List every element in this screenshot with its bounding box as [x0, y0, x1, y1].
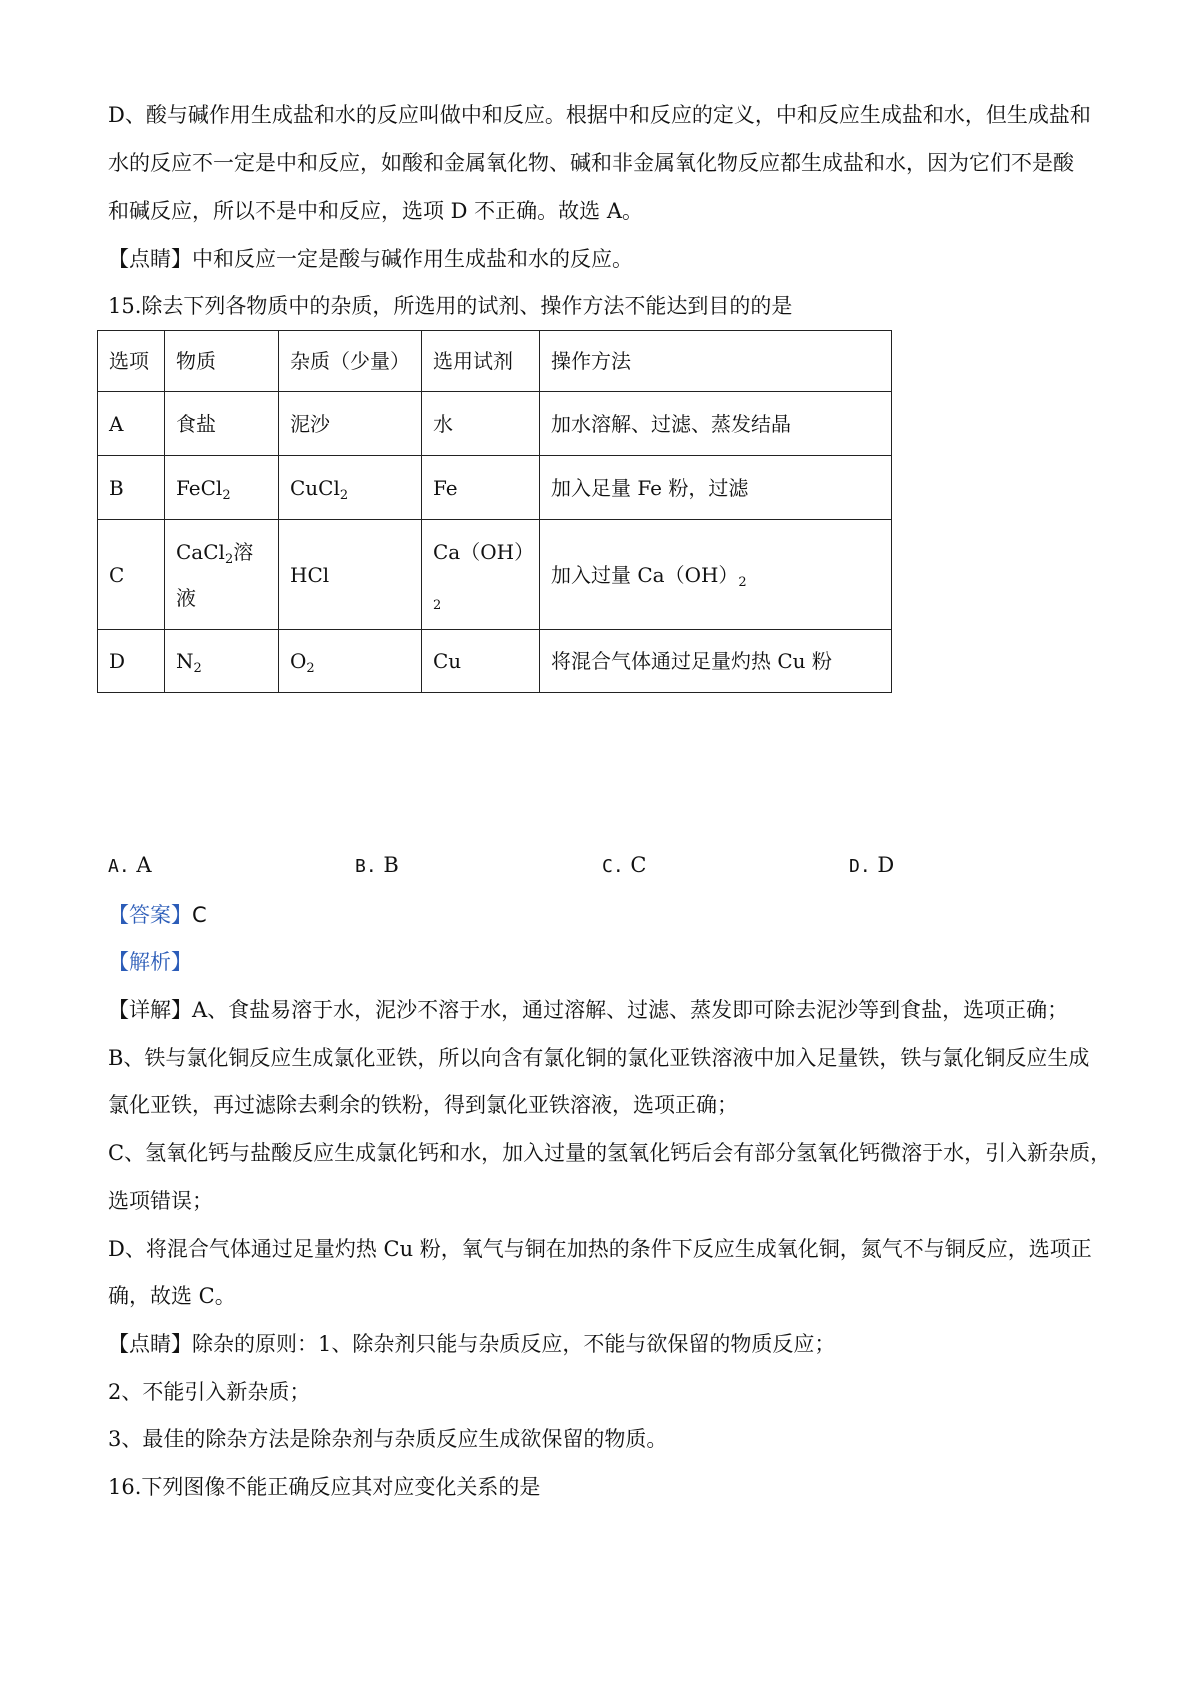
table-row	[98, 630, 892, 693]
reagent-cell: Ca（OH） $_2$	[422, 520, 540, 630]
table-row	[98, 456, 892, 520]
impurity-cell: 泥沙	[279, 392, 422, 456]
answer-option-a[interactable]: A. A	[108, 853, 152, 877]
answer-option-c[interactable]: C. C	[602, 853, 647, 877]
impurity-cell: $O_2$	[279, 630, 422, 693]
answer-option-b[interactable]: B. B	[355, 853, 399, 877]
detail-line: 3、最佳的除杂方法是除杂剂与杂质反应生成欲保留的物质。	[108, 1427, 668, 1451]
question-15-stem: 15.除去下列各物质中的杂质，所选用的试剂、操作方法不能达到目的的是	[108, 294, 793, 318]
intro-line-3: 和碱反应，所以不是中和反应，选项 D 不正确。故选 A。	[108, 199, 644, 223]
answer-value: C	[192, 903, 207, 927]
tip-line: 【点睛】中和反应一定是酸与碱作用生成盐和水的反应。	[108, 247, 633, 271]
answer-option-d[interactable]: D. D	[849, 853, 895, 877]
detail-line: 选项错误；	[108, 1189, 213, 1213]
substance-cell: CaCl$_2$溶 液	[165, 520, 279, 630]
question-15-table	[97, 330, 892, 693]
detail-line: C、氢氧化钙与盐酸反应生成氯化钙和水，加入过量的氢氧化钙后会有部分氢氧化钙微溶于水，引入新杂质，	[108, 1141, 1112, 1165]
header-cell: 选用试剂	[422, 331, 540, 392]
reagent-cell: 水	[422, 392, 540, 456]
intro-line-1: D、酸与碱作用生成盐和水的反应叫做中和反应。根据中和反应的定义，中和反应生成盐和水，但生成盐和	[108, 103, 1091, 127]
substance-cell: FeCl$_2$	[165, 456, 279, 520]
substance-cell: 食盐	[165, 392, 279, 456]
header-cell: 杂质（少量）	[279, 331, 422, 392]
detail-line: D、将混合气体通过足量灼热 Cu 粉，氧气与铜在加热的条件下反应生成氧化铜，氮气不与铜反应，选项正	[108, 1237, 1092, 1261]
answer-tag: 【答案】	[108, 903, 192, 927]
question-16-stem: 16.下列图像不能正确反应其对应变化关系的是	[108, 1475, 541, 1499]
method-cell: 将混合气体通过足量灼热 Cu 粉	[540, 630, 892, 693]
detail-line: 确，故选 C。	[108, 1284, 236, 1308]
answer-line	[108, 900, 207, 930]
detail-line: 2、不能引入新杂质；	[108, 1380, 311, 1404]
header-cell: 物质	[165, 331, 279, 392]
method-cell: 加入过量 $Ca(OH)_2$	[540, 520, 892, 630]
detail-line: 【点睛】除杂的原则：1、除杂剂只能与杂质反应，不能与欲保留的物质反应；	[108, 1332, 836, 1356]
table-header-row	[98, 331, 892, 392]
option-cell: A	[98, 392, 165, 456]
substance-cell: $N_2$	[165, 630, 279, 693]
method-cell: 加水溶解、过滤、蒸发结晶	[540, 392, 892, 456]
option-cell: B	[98, 456, 165, 520]
impurity-cell: CuCl$_2$	[279, 456, 422, 520]
reagent-cell: Cu	[422, 630, 540, 693]
detail-line: 【详解】A、食盐易溶于水，泥沙不溶于水，通过溶解、过滤、蒸发即可除去泥沙等到食盐，选项正确；	[108, 998, 1069, 1022]
table-row	[98, 520, 892, 630]
analysis-tag: 【解析】	[108, 950, 192, 974]
intro-line-2: 水的反应不一定是中和反应，如酸和金属氧化物、碱和非金属氧化物反应都生成盐和水，因为它们不是酸	[108, 151, 1074, 175]
method-cell: 加入足量 Fe 粉，过滤	[540, 456, 892, 520]
option-cell: D	[98, 630, 165, 693]
impurity-cell: HCl	[279, 520, 422, 630]
detail-line: B、铁与氯化铜反应生成氯化亚铁，所以向含有氯化铜的氯化亚铁溶液中加入足量铁，铁与氯化铜反应生成	[108, 1046, 1090, 1070]
detail-line: 氯化亚铁，再过滤除去剩余的铁粉，得到氯化亚铁溶液，选项正确；	[108, 1093, 738, 1117]
reagent-cell: Fe	[422, 456, 540, 520]
table-row	[98, 392, 892, 456]
header-cell: 操作方法	[540, 331, 892, 392]
header-cell: 选项	[98, 331, 165, 392]
option-cell: C	[98, 520, 165, 630]
